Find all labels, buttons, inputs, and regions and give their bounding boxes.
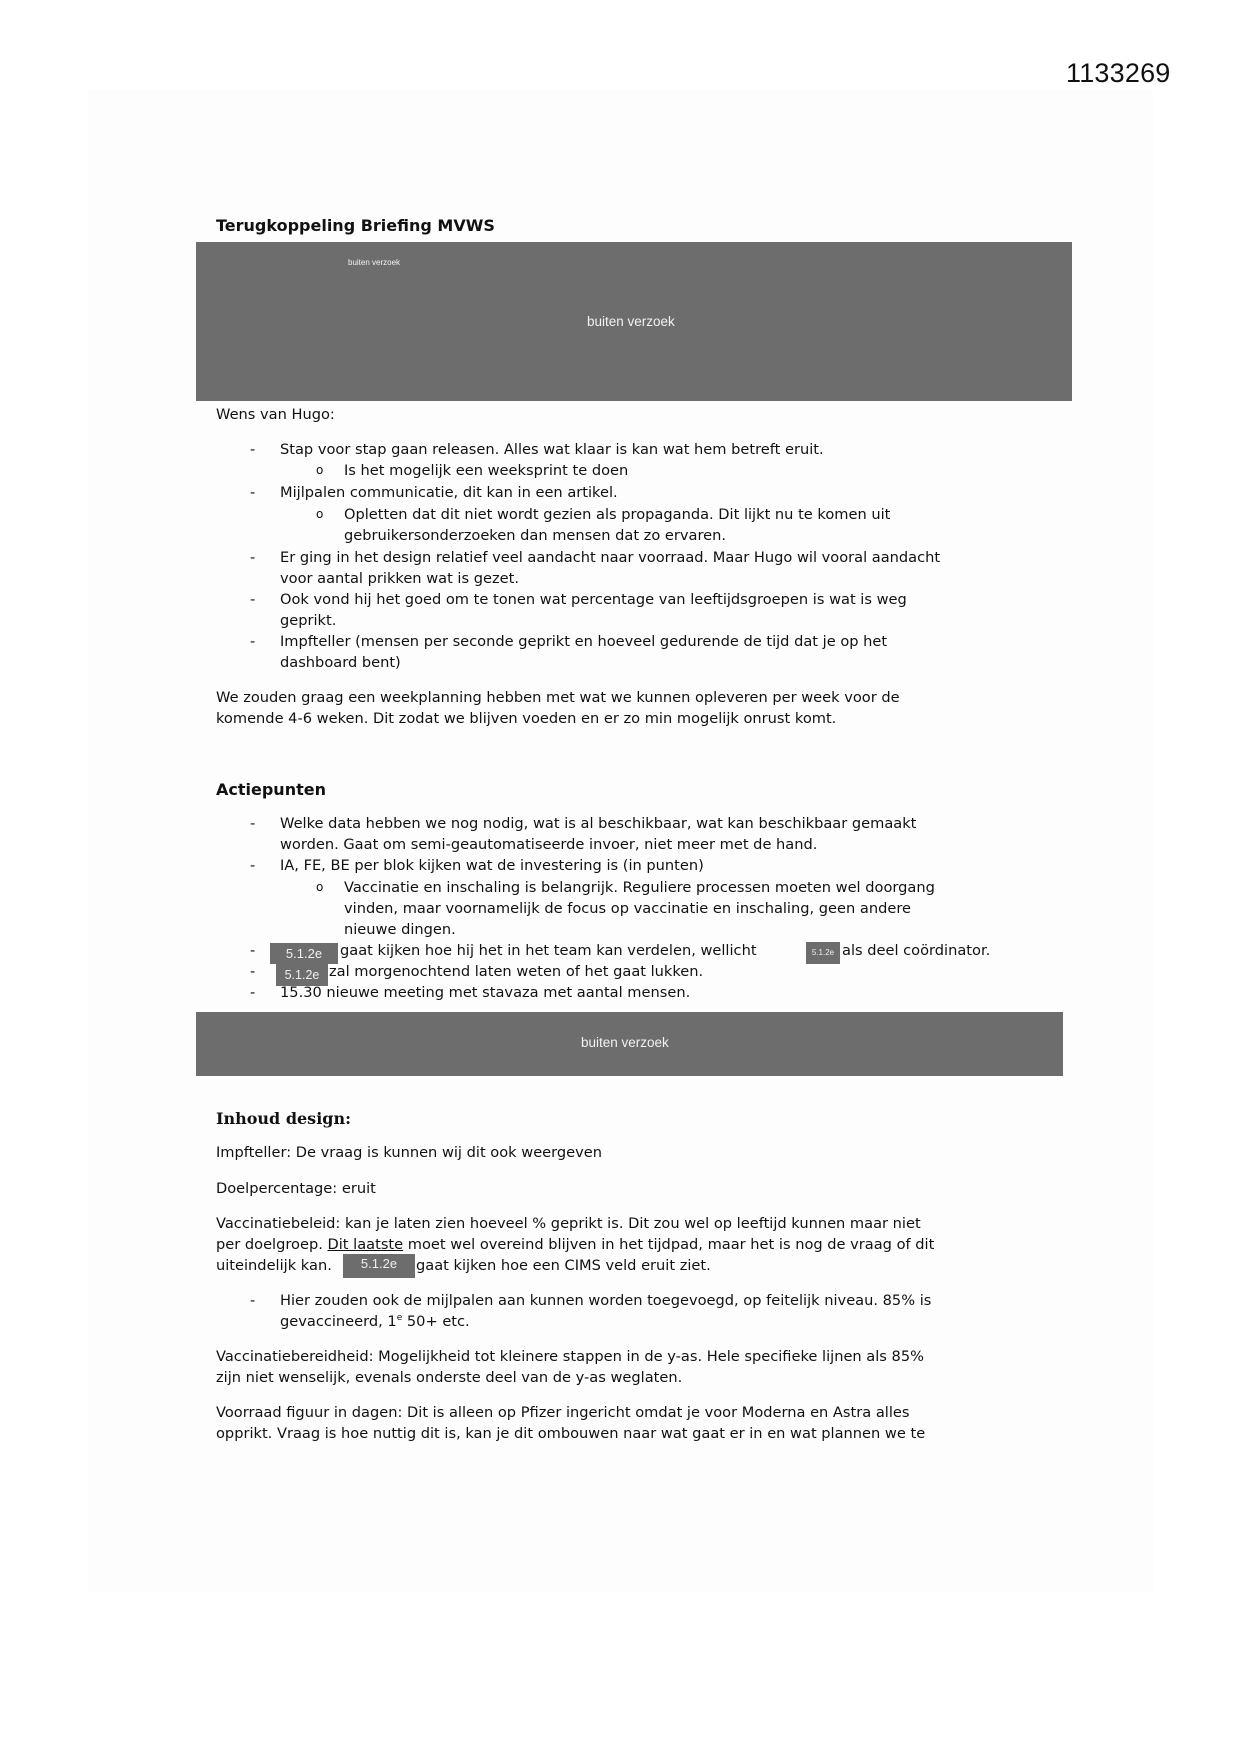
paragraph-vaccinatiebereidheid: Vaccinatiebereidheid: Mogelijkheid tot kleinere stappen in de y-as. Hele specifieke lijnen als 85%: [216, 1348, 924, 1365]
text-segment: gevaccineerd, 1: [280, 1313, 397, 1330]
list-dash-marker: -: [250, 984, 256, 1001]
list-dash-marker: -: [250, 633, 256, 650]
text-segment: 50+ etc.: [402, 1313, 470, 1330]
sublist-item: Is het mogelijk een weeksprint te doen: [344, 462, 629, 479]
section-heading-inhoud-design: Inhoud design:: [216, 1109, 351, 1128]
paragraph-voorraad-cont: opprikt. Vraag is hoe nuttig dit is, kan je dit ombouwen naar wat gaat er in en wat plannen we te: [216, 1425, 926, 1442]
list-dash-marker: -: [250, 591, 256, 608]
list-item-cont: als deel coördinator.: [842, 942, 991, 959]
list-item: Stap voor stap gaan releasen. Alles wat klaar is kan wat hem betreft eruit.: [280, 441, 824, 458]
superscript: e: [396, 1313, 403, 1323]
paragraph-doelpercentage: Doelpercentage: eruit: [216, 1180, 376, 1197]
redaction-label-small: buiten verzoek: [348, 258, 401, 267]
list-dash-marker: -: [250, 1292, 256, 1309]
paragraph-vaccinatiebeleid-line2: [216, 1236, 934, 1253]
sublist-circle-marker: o: [316, 463, 324, 477]
list-item: 15.30 nieuwe meeting met stavaza met aantal mensen.: [280, 984, 691, 1001]
text-segment: moet wel overeind blijven in het tijdpad, maar het is nog de vraag of dit: [403, 1236, 935, 1253]
sublist-item: Opletten dat dit niet wordt gezien als propaganda. Dit lijkt nu te komen uit: [344, 506, 891, 523]
list-item: gaat kijken hoe hij het in het team kan verdelen, wellicht: [340, 942, 757, 959]
list-item: Hier zouden ook de mijlpalen aan kunnen worden toegevoegd, op feitelijk niveau. 85% is: [280, 1292, 932, 1309]
paragraph-vaccinatiebeleid: Vaccinatiebeleid: kan je laten zien hoeveel % geprikt is. Dit zou wel op leeftijd kunnen maar niet: [216, 1215, 921, 1232]
section-heading-actiepunten: Actiepunten: [216, 780, 326, 799]
list-item-cont: worden. Gaat om semi-geautomatiseerde invoer, niet meer met de hand.: [280, 836, 818, 853]
list-item: Welke data hebben we nog nodig, wat is al beschikbaar, wat kan beschikbaar gemaakt: [280, 815, 917, 832]
paragraph-vaccinatiebeleid-line3-cont: gaat kijken hoe een CIMS veld eruit ziet.: [416, 1257, 711, 1274]
list-item-cont: [280, 1313, 470, 1330]
closing-paragraph: We zouden graag een weekplanning hebben met wat we kunnen opleveren per week voor de: [216, 689, 900, 706]
paragraph-vaccinatiebereidheid-cont: zijn niet wenselijk, evenals onderste deel van de y-as weglaten.: [216, 1369, 683, 1386]
list-dash-marker: -: [250, 942, 256, 959]
document-title: Terugkoppeling Briefing MVWS: [216, 216, 495, 235]
underlined-text: Dit laatste: [327, 1236, 404, 1253]
list-dash-marker: -: [250, 857, 256, 874]
list-dash-marker: -: [250, 815, 256, 832]
paragraph-voorraad: Voorraad figuur in dagen: Dit is alleen op Pfizer ingericht omdat je voor Moderna en Astra alles: [216, 1404, 910, 1421]
sublist-item-cont: nieuwe dingen.: [344, 921, 456, 938]
list-item: Mijlpalen communicatie, dit kan in een artikel.: [280, 484, 618, 501]
list-item: Er ging in het design relatief veel aandacht naar voorraad. Maar Hugo wil vooral aandacht: [280, 549, 941, 566]
list-item: Impfteller (mensen per seconde geprikt en hoeveel gedurende de tijd dat je op het: [280, 633, 888, 650]
redaction-block-middle: [196, 1012, 1063, 1076]
list-dash-marker: -: [250, 549, 256, 566]
closing-paragraph-cont: komende 4-6 weken. Dit zodat we blijven voeden en er zo min mogelijk onrust komt.: [216, 710, 837, 727]
sublist-item: Vaccinatie en inschaling is belangrijk. Reguliere processen moeten wel doorgang: [344, 879, 935, 896]
list-item-cont: dashboard bent): [280, 654, 401, 671]
redaction-label: buiten verzoek: [581, 1035, 669, 1050]
list-dash-marker: -: [250, 963, 256, 980]
list-item: zal morgenochtend laten weten of het gaat lukken.: [329, 963, 704, 980]
redaction-inline: 5.1.2e: [343, 1254, 415, 1278]
list-item-cont: voor aantal prikken wat is gezet.: [280, 570, 519, 587]
paragraph-vaccinatiebeleid-line3: uiteindelijk kan.: [216, 1257, 332, 1274]
list-dash-marker: -: [250, 441, 256, 458]
redaction-block-top: [196, 242, 1072, 401]
redaction-inline: 5.1.2e: [276, 964, 328, 986]
list-dash-marker: -: [250, 484, 256, 501]
document-number: 1133269: [1066, 58, 1171, 88]
list-item: IA, FE, BE per blok kijken wat de investering is (in punten): [280, 857, 704, 874]
paragraph-impfteller: Impfteller: De vraag is kunnen wij dit ook weergeven: [216, 1144, 602, 1161]
sublist-circle-marker: o: [316, 880, 324, 894]
list-item: Ook vond hij het goed om te tonen wat percentage van leeftijdsgroepen is wat is weg: [280, 591, 907, 608]
sublist-item-cont: gebruikersonderzoeken dan mensen dat zo ervaren.: [344, 527, 727, 544]
redaction-inline-small: 5.1.2e: [806, 942, 840, 964]
redaction-label: buiten verzoek: [587, 314, 675, 329]
text-segment: per doelgroep.: [216, 1236, 328, 1253]
list-item-cont: geprikt.: [280, 612, 337, 629]
redaction-inline: 5.1.2e: [270, 943, 338, 964]
section-heading-wens: Wens van Hugo:: [216, 406, 335, 423]
sublist-circle-marker: o: [316, 507, 324, 521]
sublist-item-cont: vinden, maar voornamelijk de focus op vaccinatie en inschaling, geen andere: [344, 900, 911, 917]
